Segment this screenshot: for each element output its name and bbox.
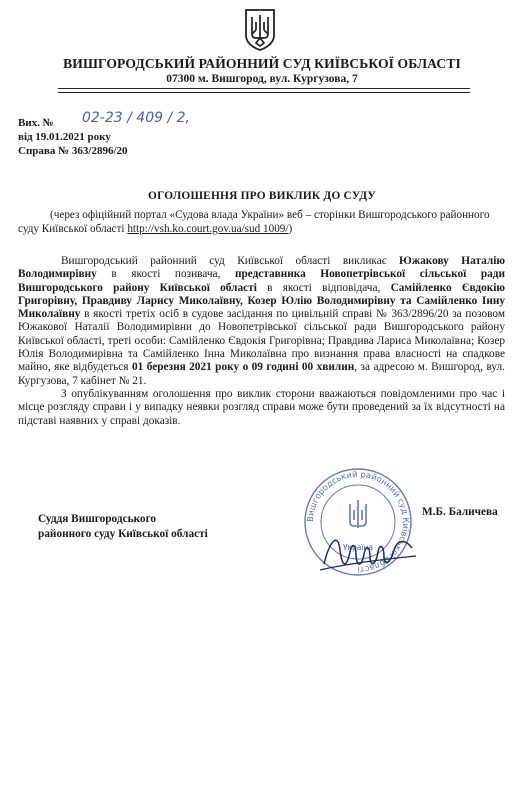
third-parties-names: Самійленко Євдокію Григорівну, Правдиву Ларису Миколаївну, Козер Юлію Володимирівну та Самійленко Інну Миколаївну — [18, 281, 506, 321]
defendant-name: представника Новопетрівської сільської ради Вишгородського району Київської області — [18, 268, 505, 294]
outgoing-number-label: Вих. № — [18, 117, 54, 129]
page-title: ОГОЛОШЕННЯ ПРО ВИКЛИК ДО СУДУ — [148, 190, 376, 202]
court-name: ВИШГОРОДСЬКИЙ РАЙОННИЙ СУД КИЇВСЬКОЇ ОБЛАСТІ — [63, 56, 461, 71]
outgoing-number-handwritten: 02-23 / 409 / 2, — [82, 110, 190, 126]
case-number: Справа № 363/2896/20 — [18, 145, 128, 157]
portal-note — [18, 209, 508, 236]
judge-title-line-1: Суддя Вишгородського — [38, 513, 157, 525]
hearing-datetime: 01 березня 2021 року о 09 годині 00 хвилин — [131, 361, 355, 374]
court-address: 07300 м. Вишгород, вул. Кургузова, 7 — [166, 73, 358, 85]
announcement-body — [18, 255, 505, 428]
body-paragraph-2: З опублікуванням оголошення про виклик сторони вважаються повідомленими про час і місце розгляду справи і у випадку неявки розгляд справи може бути проведений за їх відсутності на підставі наявних у справі доказів. — [18, 387, 505, 427]
body-text: в якості відповідача, — [256, 281, 391, 294]
body-paragraph-1 — [18, 255, 505, 388]
document-date: від 19.01.2021 року — [18, 131, 111, 143]
header-divider-thin — [58, 92, 470, 93]
outgoing-number — [18, 110, 190, 129]
body-text: Вишгородський районний суд Київської області викликає — [61, 255, 400, 267]
handwritten-signature-icon — [316, 520, 420, 582]
body-text: , за адресою м. Вишгород, вул. Кургузова, 7 кабінет № 21. — [18, 361, 506, 387]
body-text: в якості третіх осіб в судове засідання по цивільній справі № 363/2896/20 за позовом Южакової Наталії Володимирівни до Новопетрівської сільської ради Вишгородського району Київської області, треті особи: Самійленко Євдокія Григорівна; Правдива Лариса Миколаївна; Козер Юлія Володимирівна та Самійленко Інна Миколаївна про визнання права власності на спадкове майно, яке відбудеться — [18, 308, 505, 374]
plaintiff-name: Южакову Наталію Володимирівну — [18, 255, 505, 281]
portal-link[interactable]: http://vsh.ko.court.gov.ua/sud 1009/ — [127, 222, 289, 235]
body-text: в якості позивача, — [96, 268, 235, 281]
portal-note-text: (через офіційний портал «Судова влада України» веб – сторінки Вишгородського районного суду Київської області — [18, 209, 490, 235]
seal-inner-text: Україна — [342, 543, 374, 552]
trident-emblem-icon — [243, 8, 277, 52]
judge-name: М.Б. Баличева — [422, 506, 498, 518]
seal-outer-text: Вишгородський районний суд Київської області — [304, 468, 412, 576]
header-divider — [58, 88, 470, 89]
judge-title-line-2: районного суду Київської області — [38, 528, 208, 540]
portal-note-close: ) — [288, 222, 293, 235]
judge-title — [38, 512, 208, 542]
